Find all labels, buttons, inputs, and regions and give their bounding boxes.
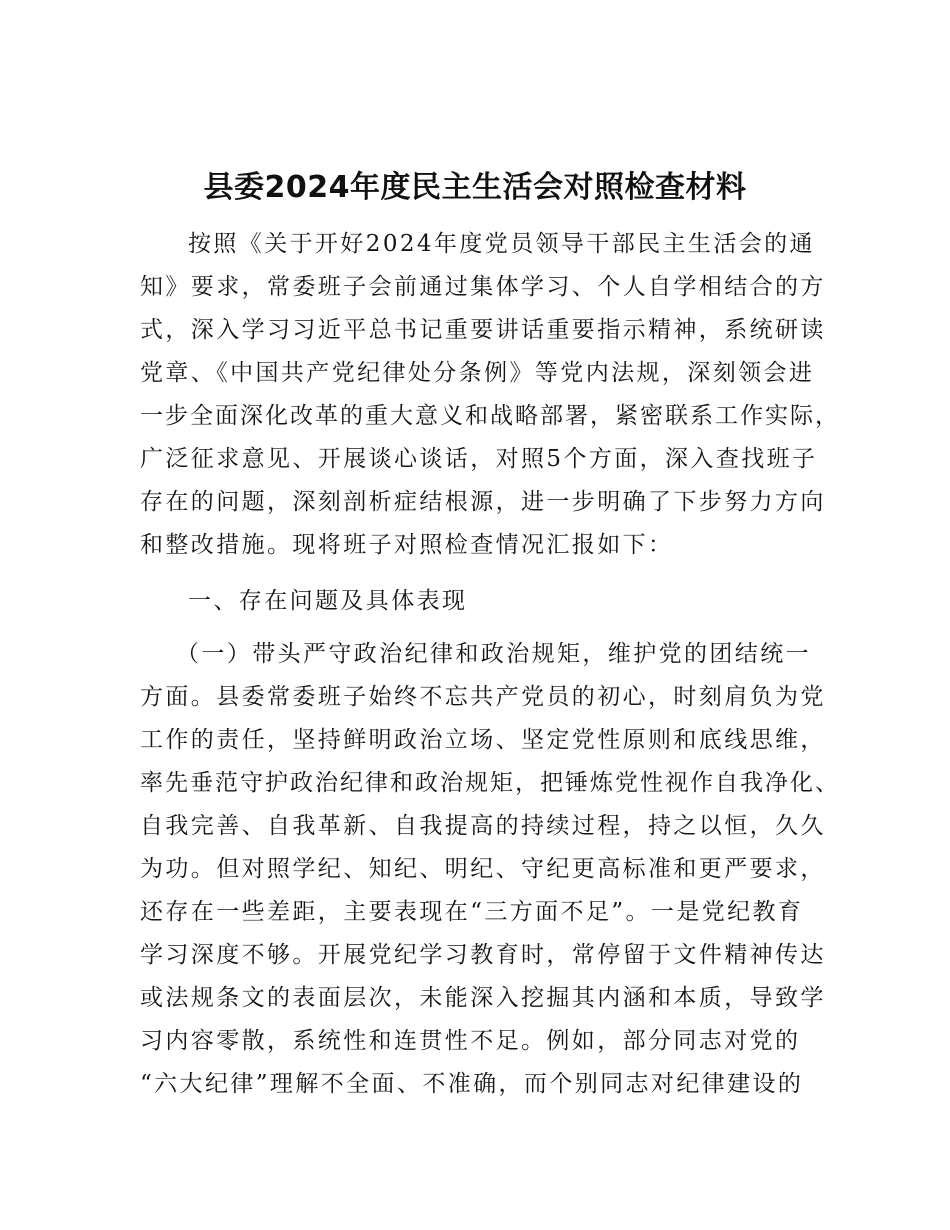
paragraph-line: 党章、《中国共产党纪律处分条例》等党内法规，深刻领会进 [140,360,815,386]
paragraph-line: 和整改措施。现将班子对照检查情况汇报如下： [140,532,674,558]
paragraph-line: 或法规条文的表面层次，未能深入挖掘其内涵和本质，导致学 [140,985,826,1011]
paragraph-line: 式，深入学习习近平总书记重要讲话重要指示精神，系统研读 [140,317,826,343]
section-heading: 一、存在问题及具体表现 [188,588,468,614]
paragraph-line: 自我完善、自我革新、自我提高的持续过程，持之以恒，久久 [140,813,826,839]
paragraph-line: 广泛征求意见、开展谈心谈话，对照5个方面，深入查找班子 [140,446,818,472]
paragraph-line: 知》要求，常委班子会前通过集体学习、个人自学相结合的方 [140,274,826,300]
paragraph-line: 存在的问题，深刻剖析症结根源，进一步明确了下步努力方向 [140,489,826,515]
paragraph-line: 一步全面深化改革的重大意义和战略部署，紧密联系工作实际， [140,403,840,429]
paragraph-line: 学习深度不够。开展党纪学习教育时，常停留于文件精神传达 [140,942,826,968]
paragraph-line: 为功。但对照学纪、知纪、明纪、守纪更高标准和更严要求， [140,856,826,882]
paragraph-line: 按照《关于开好2024年度党员领导干部民主生活会的通 [188,231,815,257]
paragraph-line: 还存在一些差距，主要表现在“三方面不足”。一是党纪教育 [140,899,804,925]
paragraph-line: （一）带头严守政治纪律和政治规矩，维护党的团结统一 [176,641,811,667]
paragraph-line: 工作的责任，坚持鲜明政治立场、坚定党性原则和底线思维， [140,727,826,753]
paragraph-line: “六大纪律”理解不全面、不准确，而个别同志对纪律建设的 [140,1071,804,1097]
document-title: 县委2024年度民主生活会对照检查材料 [203,170,747,205]
paragraph-line: 率先垂范守护政治纪律和政治规矩，把锤炼党性视作自我净化、 [140,770,840,796]
paragraph-line: 习内容零散，系统性和连贯性不足。例如，部分同志对党的 [140,1028,801,1054]
paragraph-line: 方面。县委常委班子始终不忘共产党员的初心，时刻肩负为党 [140,684,826,710]
